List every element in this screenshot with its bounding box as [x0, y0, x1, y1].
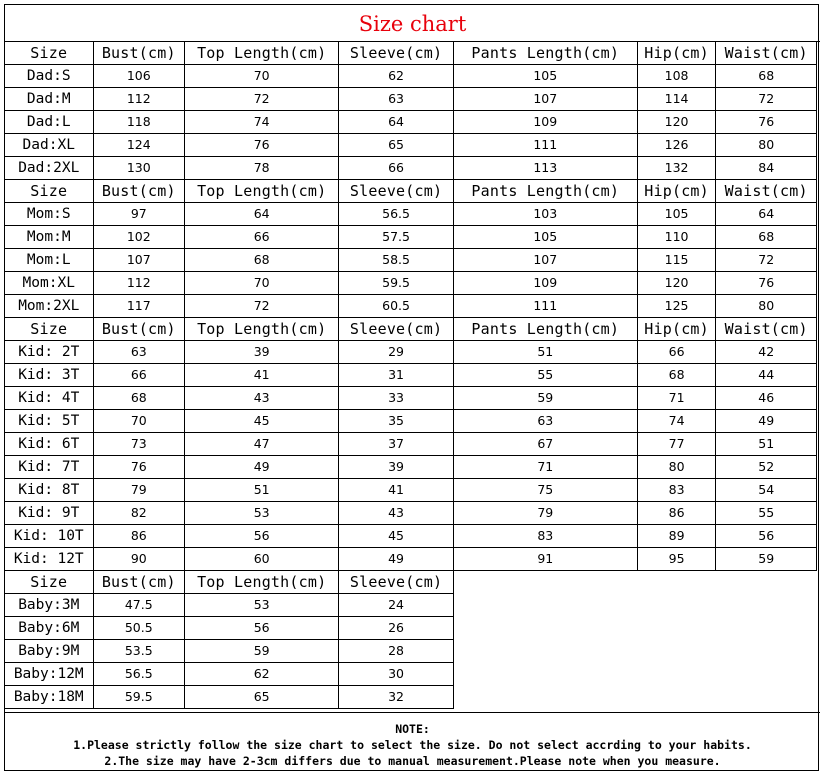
table-cell: 59 — [453, 387, 637, 410]
table-cell: 71 — [637, 387, 716, 410]
table-cell: 114 — [637, 88, 716, 111]
table-cell: 41 — [339, 479, 453, 502]
table-row — [5, 410, 817, 433]
table-cell: 118 — [93, 111, 185, 134]
table-cell: 110 — [637, 226, 716, 249]
table-cell: 107 — [453, 249, 637, 272]
header-row-mom — [5, 180, 817, 203]
table-cell: 51 — [716, 433, 817, 456]
note-heading: NOTE: — [395, 722, 430, 736]
table-cell: 68 — [716, 65, 817, 88]
note-section — [5, 712, 820, 770]
table-cell: 70 — [185, 65, 339, 88]
table-row — [5, 65, 817, 88]
table-cell: 46 — [716, 387, 817, 410]
empty-area — [453, 571, 816, 709]
table-cell: 55 — [453, 364, 637, 387]
table-cell: 130 — [93, 157, 185, 180]
header-row-dad — [5, 42, 817, 65]
table-cell: 28 — [339, 640, 453, 663]
table-cell: 83 — [637, 479, 716, 502]
table-cell: 113 — [453, 157, 637, 180]
table-cell: 60.5 — [339, 295, 453, 318]
table-cell: 109 — [453, 272, 637, 295]
table-cell: 49 — [339, 548, 453, 571]
column-header: Hip(cm) — [637, 318, 716, 341]
column-header: Bust(cm) — [93, 180, 185, 203]
column-header: Pants Length(cm) — [453, 318, 637, 341]
table-row — [5, 157, 817, 180]
table-cell: 105 — [453, 226, 637, 249]
size-label: Baby:3M — [5, 594, 94, 617]
table-row — [5, 502, 817, 525]
table-cell: 68 — [93, 387, 185, 410]
table-cell: 78 — [185, 157, 339, 180]
table-cell: 103 — [453, 203, 637, 226]
table-cell: 102 — [93, 226, 185, 249]
table-cell: 53 — [185, 502, 339, 525]
table-cell: 72 — [185, 88, 339, 111]
column-header: Bust(cm) — [93, 42, 185, 65]
table-cell: 79 — [93, 479, 185, 502]
table-cell: 75 — [453, 479, 637, 502]
table-cell: 97 — [93, 203, 185, 226]
table-cell: 59 — [716, 548, 817, 571]
table-cell: 43 — [339, 502, 453, 525]
column-header: Size — [5, 318, 94, 341]
table-cell: 63 — [93, 341, 185, 364]
table-cell: 43 — [185, 387, 339, 410]
table-row — [5, 548, 817, 571]
table-cell: 47 — [185, 433, 339, 456]
table-cell: 59.5 — [93, 686, 185, 709]
table-cell: 41 — [185, 364, 339, 387]
table-cell: 68 — [185, 249, 339, 272]
table-row — [5, 134, 817, 157]
table-cell: 80 — [716, 295, 817, 318]
size-label: Kid: 8T — [5, 479, 94, 502]
column-header: Sleeve(cm) — [339, 318, 453, 341]
table-cell: 53.5 — [93, 640, 185, 663]
size-label: Baby:6M — [5, 617, 94, 640]
table-cell: 56.5 — [93, 663, 185, 686]
table-cell: 24 — [339, 594, 453, 617]
table-cell: 80 — [637, 456, 716, 479]
size-chart-sheet — [4, 4, 819, 771]
table-row — [5, 111, 817, 134]
size-label: Baby:18M — [5, 686, 94, 709]
table-cell: 66 — [637, 341, 716, 364]
table-row — [5, 295, 817, 318]
column-header: Pants Length(cm) — [453, 42, 637, 65]
table-cell: 72 — [716, 88, 817, 111]
header-row-baby — [5, 571, 817, 594]
table-cell: 83 — [453, 525, 637, 548]
note-line-1: 1.Please strictly follow the size chart to select the size. Do not select accrding to your habits. — [73, 738, 752, 752]
size-label: Kid: 5T — [5, 410, 94, 433]
table-cell: 64 — [339, 111, 453, 134]
table-cell: 107 — [453, 88, 637, 111]
table-cell: 112 — [93, 88, 185, 111]
column-header: Bust(cm) — [93, 318, 185, 341]
table-cell: 52 — [716, 456, 817, 479]
table-cell: 31 — [339, 364, 453, 387]
table-cell: 95 — [637, 548, 716, 571]
table-cell: 111 — [453, 134, 637, 157]
table-cell: 82 — [93, 502, 185, 525]
table-cell: 66 — [339, 157, 453, 180]
size-label: Kid: 3T — [5, 364, 94, 387]
table-cell: 106 — [93, 65, 185, 88]
table-cell: 111 — [453, 295, 637, 318]
column-header: Hip(cm) — [637, 180, 716, 203]
size-label: Mom:L — [5, 249, 94, 272]
size-label: Kid: 2T — [5, 341, 94, 364]
column-header: Size — [5, 180, 94, 203]
table-cell: 62 — [339, 65, 453, 88]
table-cell: 86 — [637, 502, 716, 525]
table-cell: 30 — [339, 663, 453, 686]
table-cell: 33 — [339, 387, 453, 410]
table-cell: 124 — [93, 134, 185, 157]
column-header: Top Length(cm) — [185, 318, 339, 341]
table-cell: 66 — [93, 364, 185, 387]
size-label: Mom:2XL — [5, 295, 94, 318]
table-row — [5, 249, 817, 272]
column-header: Size — [5, 571, 94, 594]
column-header: Waist(cm) — [716, 180, 817, 203]
table-cell: 57.5 — [339, 226, 453, 249]
table-cell: 59 — [185, 640, 339, 663]
table-cell: 56 — [185, 617, 339, 640]
table-cell: 76 — [93, 456, 185, 479]
table-row — [5, 226, 817, 249]
column-header: Top Length(cm) — [185, 571, 339, 594]
table-cell: 76 — [716, 111, 817, 134]
table-cell: 26 — [339, 617, 453, 640]
table-cell: 62 — [185, 663, 339, 686]
size-table — [4, 41, 817, 709]
table-row — [5, 387, 817, 410]
size-label: Mom:M — [5, 226, 94, 249]
table-cell: 39 — [185, 341, 339, 364]
table-cell: 54 — [716, 479, 817, 502]
table-cell: 76 — [716, 272, 817, 295]
table-cell: 86 — [93, 525, 185, 548]
table-cell: 32 — [339, 686, 453, 709]
table-row — [5, 479, 817, 502]
table-row — [5, 88, 817, 111]
table-cell: 70 — [93, 410, 185, 433]
table-cell: 42 — [716, 341, 817, 364]
table-cell: 117 — [93, 295, 185, 318]
table-cell: 112 — [93, 272, 185, 295]
table-cell: 125 — [637, 295, 716, 318]
size-label: Kid: 7T — [5, 456, 94, 479]
column-header: Top Length(cm) — [185, 180, 339, 203]
table-cell: 68 — [637, 364, 716, 387]
table-cell: 45 — [339, 525, 453, 548]
table-cell: 64 — [716, 203, 817, 226]
table-cell: 91 — [453, 548, 637, 571]
table-row — [5, 525, 817, 548]
size-label: Mom:S — [5, 203, 94, 226]
table-cell: 45 — [185, 410, 339, 433]
table-cell: 58.5 — [339, 249, 453, 272]
size-label: Dad:L — [5, 111, 94, 134]
table-cell: 71 — [453, 456, 637, 479]
table-cell: 56 — [185, 525, 339, 548]
column-header: Bust(cm) — [93, 571, 185, 594]
table-cell: 56 — [716, 525, 817, 548]
table-row — [5, 203, 817, 226]
table-cell: 108 — [637, 65, 716, 88]
table-cell: 76 — [185, 134, 339, 157]
table-cell: 55 — [716, 502, 817, 525]
table-cell: 120 — [637, 111, 716, 134]
size-label: Dad:2XL — [5, 157, 94, 180]
table-cell: 59.5 — [339, 272, 453, 295]
column-header: Pants Length(cm) — [453, 180, 637, 203]
size-label: Dad:XL — [5, 134, 94, 157]
table-cell: 63 — [453, 410, 637, 433]
table-cell: 29 — [339, 341, 453, 364]
table-cell: 63 — [339, 88, 453, 111]
table-cell: 35 — [339, 410, 453, 433]
table-cell: 89 — [637, 525, 716, 548]
table-cell: 73 — [93, 433, 185, 456]
table-cell: 60 — [185, 548, 339, 571]
table-row — [5, 272, 817, 295]
size-label: Baby:12M — [5, 663, 94, 686]
column-header: Sleeve(cm) — [339, 42, 453, 65]
table-cell: 80 — [716, 134, 817, 157]
table-row — [5, 364, 817, 387]
table-cell: 77 — [637, 433, 716, 456]
table-cell: 65 — [185, 686, 339, 709]
chart-title: Size chart — [5, 5, 820, 42]
table-row — [5, 456, 817, 479]
column-header: Size — [5, 42, 94, 65]
table-cell: 109 — [453, 111, 637, 134]
table-cell: 39 — [339, 456, 453, 479]
size-label: Kid: 12T — [5, 548, 94, 571]
table-cell: 72 — [716, 249, 817, 272]
table-cell: 47.5 — [93, 594, 185, 617]
table-cell: 68 — [716, 226, 817, 249]
table-row — [5, 433, 817, 456]
table-cell: 66 — [185, 226, 339, 249]
column-header: Sleeve(cm) — [339, 180, 453, 203]
column-header: Top Length(cm) — [185, 42, 339, 65]
table-cell: 107 — [93, 249, 185, 272]
table-cell: 72 — [185, 295, 339, 318]
table-row — [5, 341, 817, 364]
size-label: Kid: 9T — [5, 502, 94, 525]
size-label: Kid: 10T — [5, 525, 94, 548]
header-row-kid — [5, 318, 817, 341]
table-cell: 74 — [637, 410, 716, 433]
table-cell: 49 — [716, 410, 817, 433]
table-cell: 79 — [453, 502, 637, 525]
table-cell: 44 — [716, 364, 817, 387]
size-label: Dad:M — [5, 88, 94, 111]
column-header: Waist(cm) — [716, 318, 817, 341]
table-cell: 115 — [637, 249, 716, 272]
column-header: Waist(cm) — [716, 42, 817, 65]
size-label: Kid: 4T — [5, 387, 94, 410]
table-cell: 90 — [93, 548, 185, 571]
table-cell: 50.5 — [93, 617, 185, 640]
table-cell: 70 — [185, 272, 339, 295]
table-cell: 53 — [185, 594, 339, 617]
table-cell: 67 — [453, 433, 637, 456]
table-cell: 49 — [185, 456, 339, 479]
table-cell: 105 — [453, 65, 637, 88]
size-label: Mom:XL — [5, 272, 94, 295]
size-label: Dad:S — [5, 65, 94, 88]
table-cell: 84 — [716, 157, 817, 180]
column-header: Hip(cm) — [637, 42, 716, 65]
table-cell: 65 — [339, 134, 453, 157]
table-cell: 132 — [637, 157, 716, 180]
table-cell: 51 — [453, 341, 637, 364]
table-cell: 126 — [637, 134, 716, 157]
table-cell: 105 — [637, 203, 716, 226]
size-label: Kid: 6T — [5, 433, 94, 456]
table-cell: 120 — [637, 272, 716, 295]
table-cell: 56.5 — [339, 203, 453, 226]
size-label: Baby:9M — [5, 640, 94, 663]
table-cell: 64 — [185, 203, 339, 226]
column-header: Sleeve(cm) — [339, 571, 453, 594]
note-line-2: 2.The size may have 2-3cm differs due to manual measurement.Please note when you measure. — [104, 754, 721, 768]
table-cell: 51 — [185, 479, 339, 502]
table-cell: 37 — [339, 433, 453, 456]
table-cell: 74 — [185, 111, 339, 134]
